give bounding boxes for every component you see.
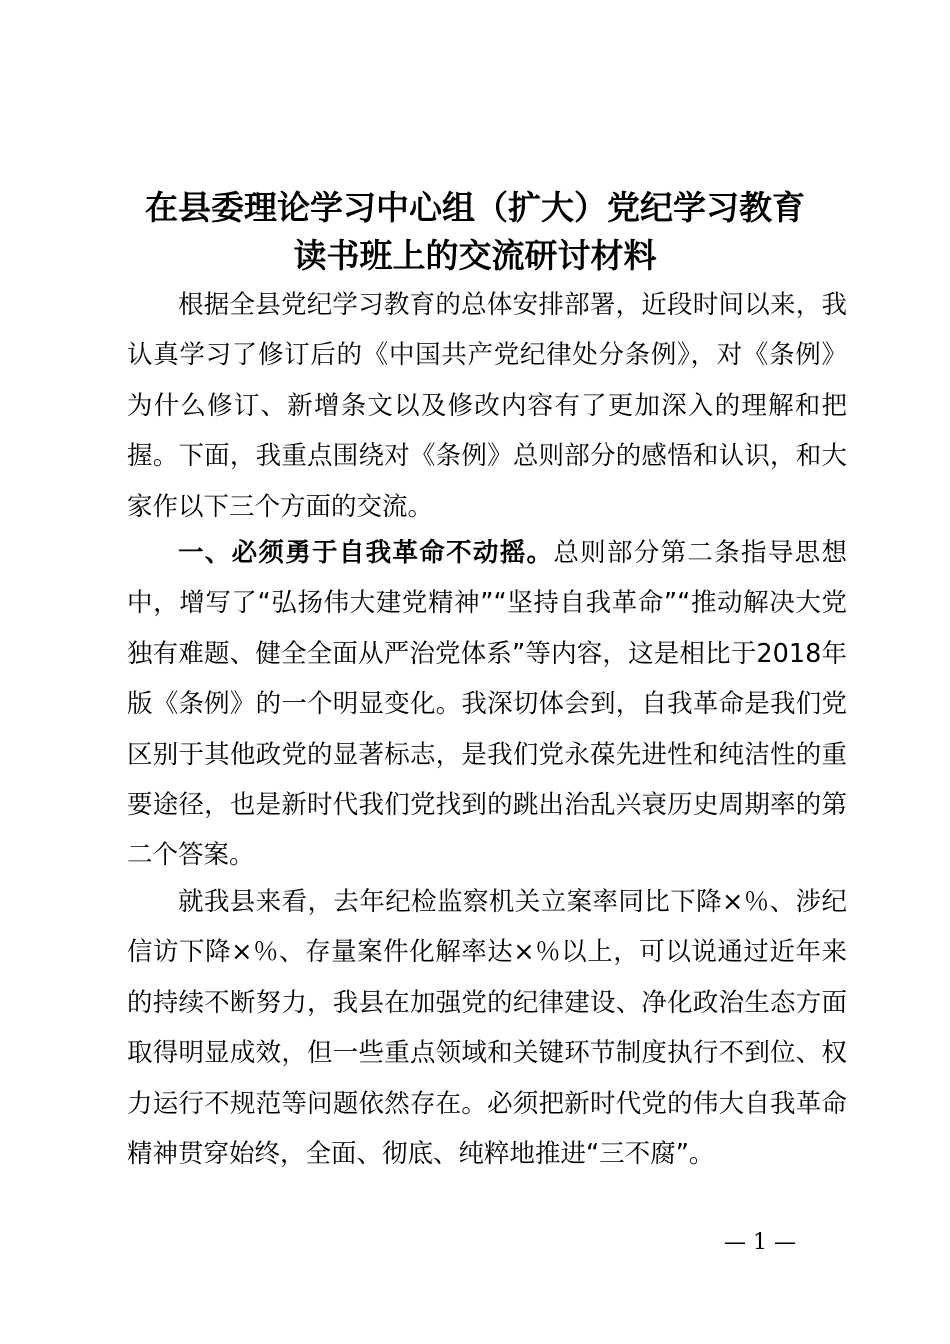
paragraph-county-situation: 就我县来看，去年纪检监察机关立案率同比下降×％、涉纪信访下降×％、存量案件化解率达×％以上，可以说通过近年来的持续不断努力，我县在加强党的纪律建设、净化政治生态方面取得明显成效，但一些重点领域和关键环节制度执行不到位、权力运行不规范等问题依然存在。必须把新时代党的伟大自我革命精神贯穿始终，全面、彻底、纯粹地推进“三不腐”。 (127, 887, 847, 1170)
section-one-body: 总则部分第二条指导思想中，增写了“弘扬伟大建党精神”“坚持自我革命”“推动解决大党独有难题、健全全面从严治党体系”等内容，这是相比于2018年版《条例》的一个明显变化。我深切体会到，自我革命是我们党区别于其他政党的显著标志，是我们党永葆先进性和纯洁性的重要途径，也是新时代我们党找到的跳出治乱兴衰历史周期率的第二个答案。 (127, 538, 847, 871)
page-number: — 1 — (724, 1230, 796, 1255)
paragraph-introduction: 根据全县党纪学习教育的总体安排部署，近段时间以来，我认真学习了修订后的《中国共产党纪律处分条例》，对《条例》为什么修订、新增条文以及修改内容有了更加深入的理解和把握。下面，我重点围绕对《条例》总则部分的感悟和认识，和大家作以下三个方面的交流。 (127, 290, 847, 522)
section-one-heading: 一、必须勇于自我革命不动摇。 (178, 538, 554, 568)
document-title-line-2: 读书班上的交流研讨材料 (293, 236, 657, 275)
paragraph-section-one (127, 528, 847, 881)
document-title-line-1: 在县委理论学习中心组（扩大）党纪学习教育 (145, 188, 805, 227)
